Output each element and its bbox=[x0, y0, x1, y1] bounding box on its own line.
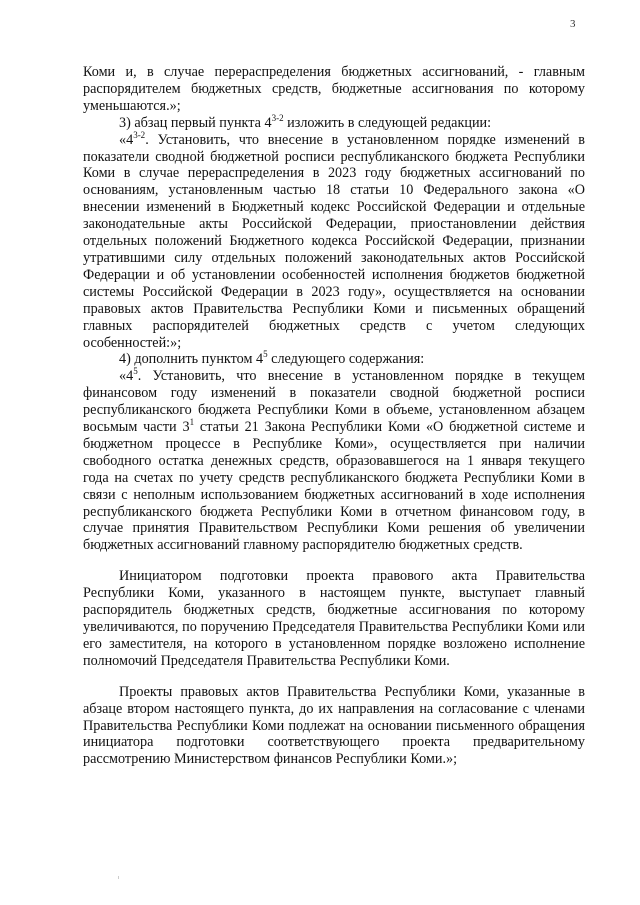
point-4-3-2-superscript: 3-2 bbox=[133, 129, 146, 140]
point-4-5-superscript-2: 1 bbox=[189, 417, 195, 428]
item-3-text-end: изложить в следующей редакции: bbox=[283, 114, 492, 131]
paragraph-point-4-3-2 bbox=[83, 129, 585, 352]
point-4-5-start: «4 bbox=[119, 368, 134, 385]
paragraph-drafts: Проекты правовых актов Правительства Республики Коми, указанные в абзаце втором настоящего пункта, до их направления на согласование с членами Правительства Республики Коми подлежат на основании письменного обращения инициатора подготовки соответствующего проекта предварительному рассмотрению Министерством финансов Республики Коми.»; bbox=[83, 683, 585, 768]
item-3-superscript: 3-2 bbox=[271, 112, 284, 123]
item-4-text-end: следующего содержания: bbox=[267, 351, 425, 368]
paragraph-item-4 bbox=[83, 351, 585, 368]
page-number: 3 bbox=[570, 18, 576, 30]
point-4-5-body: статьи 21 Закона Республики Коми «О бюджетной системе и бюджетном процессе в Республике Коми», осуществляется при наличии свободного остатка денежных средств, образовавшегося на 1 января текущего года на счетах по учету средств республиканского бюджета Республики Коми в связи с неполным использованием бюджетных ассигнований в ходе исполнения республиканского бюджета Республики Коми в отчетном финансовом году, в случае принятия Правительством Республики Коми решения об увеличении бюджетных ассигнований главному распорядителю бюджетных средств. bbox=[83, 419, 586, 554]
item-4-text-start: 4) дополнить пунктом 4 bbox=[119, 351, 264, 368]
paragraph-point-4-5 bbox=[83, 368, 585, 554]
point-4-5-superscript: 5 bbox=[133, 366, 138, 377]
point-4-3-2-start: «4 bbox=[119, 131, 134, 148]
scan-mark bbox=[118, 876, 119, 879]
point-4-3-2-body: . Установить, что внесение в установленном порядке изменений в показатели сводной бюджетной росписи республиканского бюджета Республики Коми в случае перераспределения в 2023 году бюджетных ассигнований по основаниям, установленным частью 18 статьи 10 Федерального закона «О внесении изменений в Бюджетный кодекс Российской Федерации и отдельные законодательные акты Российской Федерации, приостановлении действия отдельных положений Бюджетного кодекса Российской Федерации, признании утратившими силу отдельных положений законодательных актов Российской Федерации и об установлении особенностей исполнения бюджетов бюджетной системы Российской Федерации в 2023 году», осуществляется на основании правовых актов Правительства Республики Коми и письменных обращений главных распорядителей бюджетных средств с учетом следующих особенностей:»; bbox=[83, 131, 585, 351]
item-3-text-start: 3) абзац первый пункта 4 bbox=[119, 114, 272, 131]
point-4-5-middle: . Установить, что внесение в установленном порядке в текущем финансовом году изменений в показатели сводной бюджетной росписи республиканского бюджета Республики Коми в объеме, установленном абзацем восьмым части 3 bbox=[83, 368, 585, 436]
paragraph-item-3 bbox=[83, 112, 585, 132]
document-body bbox=[83, 64, 585, 768]
paragraph-initiator: Инициатором подготовки проекта правового акта Правительства Республики Коми, указанного в настоящем пункте, выступает главный распорядитель бюджетных средств, бюджетные ассигнования по которому увеличиваются, по поручению Председателя Правительства Республики Коми или его заместителя, на которого в установленном порядке возложено исполнение полномочий Председателя Правительства Республики Коми. bbox=[83, 568, 585, 669]
paragraph-continuation: Коми и, в случае перераспределения бюджетных ассигнований, - главным распорядителем бюджетных средств, бюджетные ассигнования по которому уменьшаются.»; bbox=[83, 64, 585, 114]
item-4-superscript: 5 bbox=[263, 349, 268, 360]
